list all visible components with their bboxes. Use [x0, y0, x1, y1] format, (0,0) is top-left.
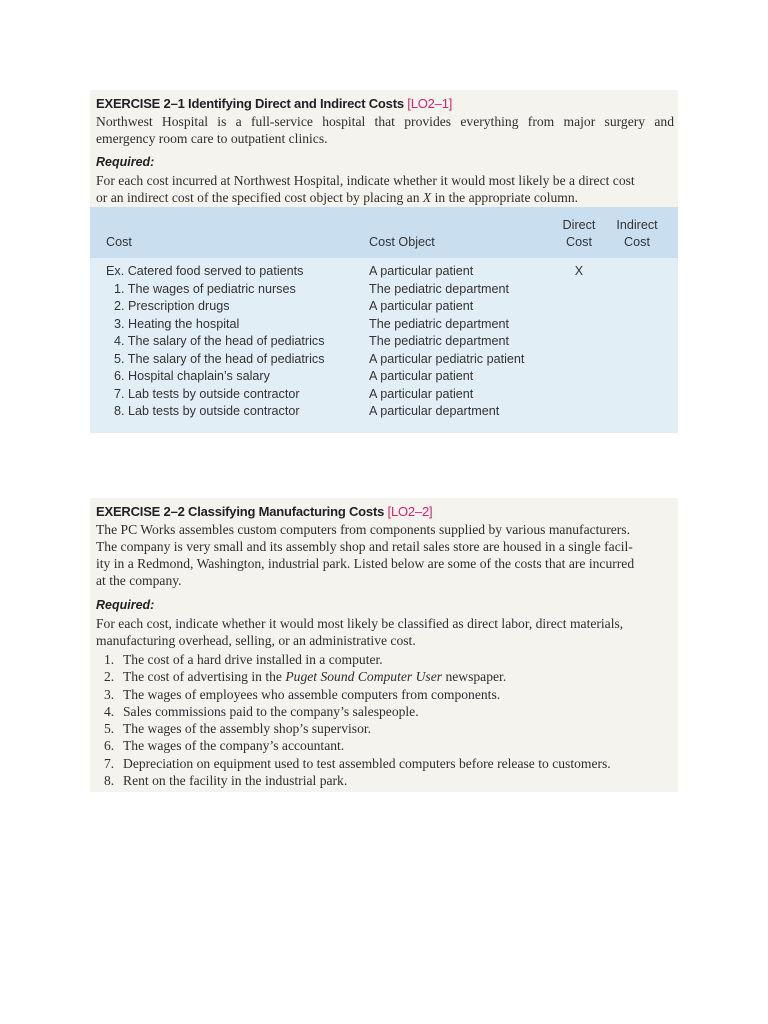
list-item-text: The wages of employees who assemble computers from components.	[123, 686, 501, 702]
exercise-2-2-panel	[90, 498, 678, 792]
cell-cost: 4. The salary of the head of pediatrics	[114, 334, 325, 348]
list-item-text: The wages of the company’s accountant.	[123, 738, 345, 754]
exercise-2-2-required-label: Required:	[96, 598, 155, 612]
header-cost: Cost	[106, 235, 132, 249]
cell-cost: 6. Hospital chaplain’s salary	[114, 369, 270, 383]
cell-cost: Ex. Catered food served to patients	[106, 264, 304, 278]
exercise-2-1-intro-line: Northwest Hospital is a full-service hospital that provides everything from major surgery and	[96, 114, 674, 129]
cell-cost-object: A particular department	[369, 404, 500, 418]
exercise-2-2-instr-line: For each cost, indicate whether it would most likely be classified as direct labor, direct materials,	[96, 616, 624, 631]
list-item	[96, 703, 676, 720]
table-row	[90, 298, 678, 316]
list-item	[96, 686, 676, 703]
table-row	[90, 351, 678, 369]
exercise-2-2-intro-line: ity in a Redmond, Washington, industrial park. Listed below are some of the costs that are incurred	[96, 556, 635, 571]
list-item-text: The cost of advertising in the	[123, 669, 286, 685]
table-row	[90, 316, 678, 334]
newspaper-title: Puget Sound Computer User	[285, 669, 443, 685]
header-indirect-line: Indirect	[616, 218, 658, 232]
instr-text: or an indirect cost of the specified cost object by placing an	[96, 190, 423, 205]
exercise-2-2-heading	[96, 504, 432, 519]
exercise-2-2-instr-line: manufacturing overhead, selling, or an administrative cost.	[96, 633, 416, 648]
list-item	[96, 772, 676, 789]
cell-cost: 2. Prescription drugs	[114, 299, 230, 313]
list-item-number: 1.	[104, 652, 115, 667]
exercise-2-1-title: EXERCISE 2–1 Identifying Direct and Indirect Costs	[96, 96, 404, 111]
list-item-number: 3.	[104, 686, 115, 702]
list-item	[96, 668, 676, 685]
exercise-2-1-intro	[96, 113, 674, 147]
header-cost-object: Cost Object	[369, 235, 435, 249]
exercise-2-2-instructions	[96, 615, 674, 649]
cell-cost-object: The pediatric department	[369, 334, 510, 348]
exercise-2-2-intro-line: at the company.	[96, 573, 182, 588]
cell-cost-object: A particular patient	[369, 386, 474, 401]
instr-x: X	[422, 190, 432, 205]
list-item	[96, 720, 676, 737]
list-item-text: The cost of a hard drive installed in a computer.	[123, 652, 383, 667]
header-indirect-cost	[608, 217, 666, 251]
cost-table-header	[90, 207, 678, 258]
list-item-text: Rent on the facility in the industrial park.	[123, 773, 348, 789]
header-indirect-line: Cost	[624, 235, 650, 249]
list-item-number: 2.	[104, 669, 115, 685]
exercise-2-1-heading	[96, 96, 452, 111]
cell-cost: 1. The wages of pediatric nurses	[114, 281, 296, 296]
list-item-number: 5.	[104, 721, 115, 737]
exercise-2-2-intro	[96, 521, 674, 589]
instr-text: in the appropriate column.	[431, 190, 579, 205]
table-row	[90, 281, 678, 299]
cell-cost-object: A particular patient	[369, 299, 474, 313]
header-direct-cost	[552, 217, 606, 251]
exercise-2-2-intro-line: The company is very small and its assembly shop and retail sales store are housed in a single facil-	[96, 539, 633, 554]
cell-cost: 7. Lab tests by outside contractor	[114, 386, 300, 401]
cell-cost-object: A particular patient	[369, 369, 474, 383]
cell-direct: X	[574, 264, 584, 278]
exercise-2-2-code: [LO2–2]	[387, 504, 433, 519]
cell-cost: 3. Heating the hospital	[114, 316, 240, 331]
list-item	[96, 755, 676, 772]
cost-table	[90, 207, 678, 433]
list-item-number: 8.	[104, 773, 115, 789]
table-row	[90, 403, 678, 421]
cell-cost-object: The pediatric department	[369, 316, 510, 331]
list-item	[96, 737, 676, 754]
exercise-2-1-instr-line: For each cost incurred at Northwest Hospital, indicate whether it would most likely be a direct cost	[96, 173, 635, 188]
header-direct-line: Direct	[562, 218, 596, 232]
table-row	[90, 386, 678, 404]
exercise-2-2-cost-list	[96, 651, 676, 789]
list-item-number: 7.	[104, 755, 115, 771]
exercise-2-1-panel	[90, 90, 678, 433]
list-item-text: Depreciation on equipment used to test assembled computers before release to customers.	[123, 755, 611, 771]
list-item-text: newspaper.	[442, 669, 507, 685]
table-row	[90, 368, 678, 386]
cell-cost: 5. The salary of the head of pediatrics	[114, 351, 325, 366]
cell-cost: 8. Lab tests by outside contractor	[114, 404, 300, 418]
header-direct-line: Cost	[566, 235, 592, 249]
cell-cost-object: A particular patient	[369, 264, 474, 278]
list-item-text: Sales commissions paid to the company’s salespeople.	[123, 703, 419, 719]
list-item	[96, 651, 676, 668]
exercise-2-2-title: EXERCISE 2–2 Classifying Manufacturing Costs	[96, 504, 385, 519]
exercise-2-2-intro-line: The PC Works assembles custom computers from components supplied by various manufacturers.	[96, 522, 630, 537]
exercise-2-1-instructions	[96, 172, 674, 206]
table-row	[90, 333, 678, 351]
exercise-2-1-instr-line	[96, 189, 674, 206]
list-item-number: 4.	[104, 703, 115, 719]
list-item-text: The wages of the assembly shop’s supervisor.	[123, 721, 372, 737]
list-item-number: 6.	[104, 738, 115, 754]
cell-cost-object: The pediatric department	[369, 281, 510, 296]
exercise-2-1-required-label: Required:	[96, 155, 155, 169]
exercise-2-1-code: [LO2–1]	[407, 96, 453, 111]
exercise-2-1-intro-line: emergency room care to outpatient clinics.	[96, 131, 328, 146]
cell-cost-object: A particular pediatric patient	[369, 351, 525, 366]
table-row	[90, 263, 678, 281]
